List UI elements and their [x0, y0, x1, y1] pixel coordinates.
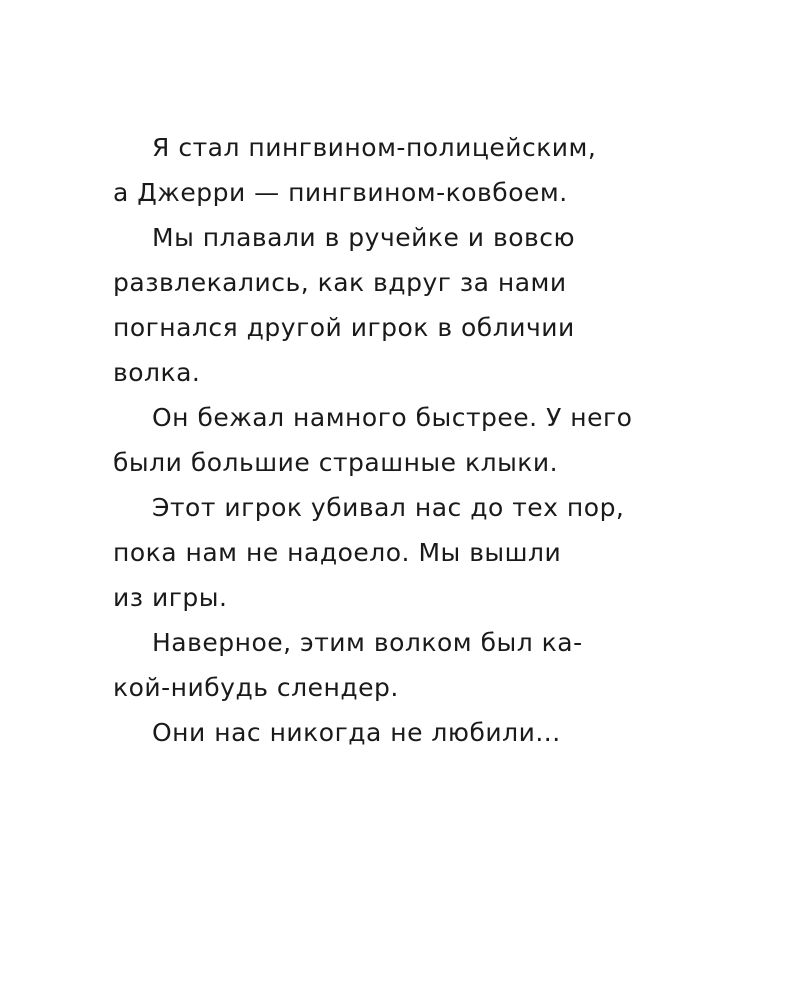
text-line: погнался другой игрок в обличии	[113, 313, 575, 342]
text-line: а Джерри — пингвином-ковбоем.	[113, 178, 568, 207]
text-line: из игры.	[113, 583, 228, 612]
text-line: были большие страшные клыки.	[113, 448, 559, 477]
text-line: Мы плавали в ручейке и вовсю	[152, 223, 576, 252]
text-line: Наверное, этим волком был ка-	[152, 628, 583, 657]
page-body-text	[113, 125, 673, 755]
text-line: пока нам не надоело. Мы вышли	[113, 538, 562, 567]
text-line: Этот игрок убивал нас до тех пор,	[152, 493, 625, 522]
text-line: кой-нибудь слендер.	[113, 673, 399, 702]
text-line: Он бежал намного быстрее. У него	[152, 403, 633, 432]
text-line: развлекались, как вдруг за нами	[113, 268, 567, 297]
text-line: волка.	[113, 358, 201, 387]
text-line: Я стал пингвином-полицейским,	[152, 133, 597, 162]
text-line: Они нас никогда не любили...	[152, 718, 561, 747]
